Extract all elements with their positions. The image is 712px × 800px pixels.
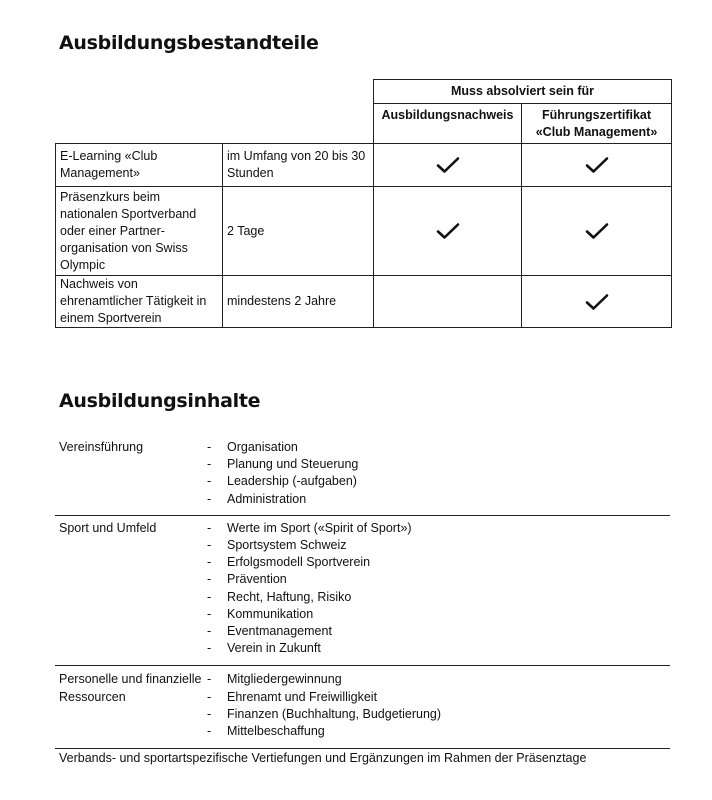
section-title: Sport und Umfeld xyxy=(59,520,157,535)
checkmark-icon xyxy=(585,156,609,174)
list-item xyxy=(207,623,412,640)
nachweis-cell xyxy=(374,144,522,187)
bullet-dash: - xyxy=(207,672,212,687)
list-item xyxy=(207,554,412,571)
section-items xyxy=(207,671,441,740)
list-item xyxy=(207,537,412,554)
bullet-dash: - xyxy=(207,474,212,489)
col-header-zertifikat: Führungszertifikat «Club Management» xyxy=(522,104,672,144)
contents-heading: Ausbildungsinhalte xyxy=(59,390,261,412)
table-row xyxy=(56,187,672,276)
content-section xyxy=(55,516,670,667)
bullet-dash: - xyxy=(207,538,212,553)
list-item-text: Werte im Sport («Spirit of Sport») xyxy=(227,520,412,535)
group-header: Muss absolviert sein für xyxy=(374,80,672,104)
list-item xyxy=(207,589,412,606)
list-item-text: Mittelbeschaffung xyxy=(227,724,325,739)
requirements-table xyxy=(55,79,672,328)
checkmark-icon xyxy=(585,293,609,311)
list-item-text: Organisation xyxy=(227,440,298,454)
component-cell: E-Learning «Club Management» xyxy=(56,144,223,187)
list-item xyxy=(207,520,412,537)
list-item-text: Verein in Zukunft xyxy=(227,641,321,656)
bullet-dash: - xyxy=(207,641,212,656)
zertifikat-cell xyxy=(522,144,672,187)
list-item-text: Mitgliedergewinnung xyxy=(227,672,342,687)
list-item xyxy=(207,571,412,588)
section-title: Personelle und finanzielle Ressourcen xyxy=(59,672,202,704)
bullet-dash: - xyxy=(207,520,212,535)
list-item xyxy=(207,671,441,688)
list-item xyxy=(207,723,441,740)
col-header-nachweis: Ausbildungsnachweis xyxy=(374,104,522,144)
list-item-text: Finanzen (Buchhaltung, Budgetierung) xyxy=(227,706,442,721)
list-item-text: Ehrenamt und Freiwilligkeit xyxy=(227,689,378,704)
bullet-dash: - xyxy=(207,624,212,639)
zertifikat-cell xyxy=(522,276,672,328)
scope-cell: im Umfang von 20 bis 30 Stunden xyxy=(223,144,374,187)
contents-list xyxy=(55,434,670,749)
section-title: Vereinsführung xyxy=(59,440,144,454)
bullet-dash: - xyxy=(207,606,212,621)
bullet-dash: - xyxy=(207,440,212,454)
list-item-text: Kommunikation xyxy=(227,606,314,621)
list-item xyxy=(207,491,358,508)
bullet-dash: - xyxy=(207,572,212,587)
checkmark-icon xyxy=(436,156,460,174)
list-item xyxy=(207,706,441,723)
nachweis-cell xyxy=(374,276,522,328)
list-item-text: Administration xyxy=(227,491,307,506)
list-item xyxy=(207,689,441,706)
list-item xyxy=(207,439,358,456)
content-section xyxy=(55,434,670,516)
section-items xyxy=(207,520,412,658)
list-item-text: Recht, Haftung, Risiko xyxy=(227,589,352,604)
footer-note: Verbands- und sportartspezifische Vertiefungen und Ergänzungen im Rahmen der Präsenztage xyxy=(59,751,587,765)
list-item-text: Sportsystem Schweiz xyxy=(227,538,347,553)
list-item xyxy=(207,606,412,623)
checkmark-icon xyxy=(436,222,460,240)
content-section xyxy=(55,666,670,749)
list-item xyxy=(207,640,412,657)
table-row xyxy=(56,144,672,187)
scope-cell: 2 Tage xyxy=(223,187,374,276)
bullet-dash: - xyxy=(207,689,212,704)
list-item-text: Prävention xyxy=(227,572,287,587)
components-heading: Ausbildungsbestandteile xyxy=(59,32,319,54)
list-item-text: Planung und Steuerung xyxy=(227,457,359,472)
list-item-text: Eventmanagement xyxy=(227,624,332,639)
table-row xyxy=(56,276,672,328)
component-cell: Nachweis von ehrenamtlicher Tätigkeit in einem Sportverein xyxy=(56,276,223,328)
bullet-dash: - xyxy=(207,724,212,739)
bullet-dash: - xyxy=(207,491,212,506)
nachweis-cell xyxy=(374,187,522,276)
list-item xyxy=(207,456,358,473)
zertifikat-cell xyxy=(522,187,672,276)
bullet-dash: - xyxy=(207,589,212,604)
bullet-dash: - xyxy=(207,457,212,472)
section-items xyxy=(207,439,358,508)
list-item-text: Leadership (-aufgaben) xyxy=(227,474,357,489)
list-item xyxy=(207,473,358,490)
bullet-dash: - xyxy=(207,706,212,721)
checkmark-icon xyxy=(585,222,609,240)
list-item-text: Erfolgsmodell Sportverein xyxy=(227,555,371,570)
bullet-dash: - xyxy=(207,555,212,570)
component-cell: Präsenzkurs beim nationalen Sportverband oder einer Partner-organisation von Swiss Olympic xyxy=(56,187,223,276)
scope-cell: mindestens 2 Jahre xyxy=(223,276,374,328)
